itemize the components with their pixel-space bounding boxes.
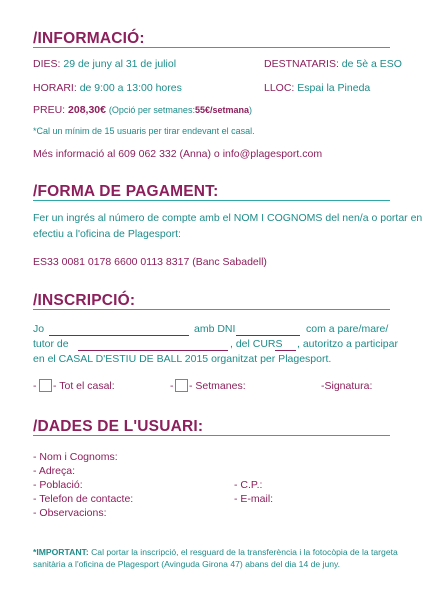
pagament-line-2: efectiu a l'oficina de Plagesport: xyxy=(33,228,181,240)
autoritzo-label: , autoritzo a participar xyxy=(297,338,398,350)
tot-casal-checkbox[interactable] xyxy=(39,379,52,392)
lloc-value: Espai la Pineda xyxy=(297,82,371,94)
inscripcio-rule xyxy=(33,309,390,310)
important-line-1 xyxy=(33,547,398,557)
dies-label: DIES: xyxy=(33,58,61,70)
com-a-label: com a pare/mare/ xyxy=(306,323,389,335)
dades-rule xyxy=(33,435,390,436)
setmanes-checkbox[interactable] xyxy=(175,379,188,392)
important-line-2: sanitària a l'oficina de Plagesport (Avinguda Girona 47) abans del dia 14 de juny. xyxy=(33,559,341,569)
dies-value: 29 de juny al 31 de juliol xyxy=(63,58,177,70)
preu-label: PREU: xyxy=(33,104,66,116)
more-info: Més informació al 609 062 332 (Anna) o info@plagesport.com xyxy=(33,148,323,160)
setmanes-label: - Setmanes: xyxy=(189,380,246,392)
horari-row xyxy=(33,82,182,94)
jo-label: Jo xyxy=(33,323,45,335)
adreca-label: - Adreça: xyxy=(33,465,76,477)
inscripcio-line-3: en el CASAL D'ESTIU DE BALL 2015 organitzat per Plagesport. xyxy=(33,353,332,365)
pagament-line-1: Fer un ingrés al número de compte amb el NOM I COGNOMS del nen/a o portar en xyxy=(33,212,423,224)
account-number: ES33 0081 0178 6600 0113 8317 (Banc Sabadell) xyxy=(33,256,267,268)
horari-value: de 9:00 a 13:00 hores xyxy=(79,82,182,94)
amb-dni-label: amb DNI xyxy=(194,323,236,335)
preu-option-pre: (Opció per setmanes: xyxy=(108,105,195,115)
setmanes-dash: - xyxy=(170,380,174,392)
child-name-field[interactable] xyxy=(78,350,228,351)
inscripcio-heading: /INSCRIPCIÓ: xyxy=(33,292,136,309)
dni-field[interactable] xyxy=(236,335,300,336)
poblacio-label: - Població: xyxy=(33,479,83,491)
name-field[interactable] xyxy=(49,335,189,336)
lloc-label: LLOC: xyxy=(264,82,295,94)
pagament-heading: /FORMA DE PAGAMENT: xyxy=(33,183,219,200)
observacions-label: - Observacions: xyxy=(33,507,107,519)
informacio-rule xyxy=(33,47,390,48)
destinataris-row xyxy=(264,58,402,70)
dades-heading: /DADES DE L'USUARI: xyxy=(33,418,204,435)
destinataris-label: DESTNATARIS: xyxy=(264,58,339,70)
informacio-heading: /INFORMACIÓ: xyxy=(33,30,145,47)
minimum-note: *Cal un mínim de 15 usuaris per tirar endevant el casal. xyxy=(33,126,255,136)
preu-value: 208,30€ xyxy=(68,104,106,116)
important-text-1: Cal portar la inscripció, el resguard de la transferència i la fotocòpia de la targeta xyxy=(91,547,398,557)
preu-row xyxy=(33,104,252,116)
important-label: *IMPORTANT: xyxy=(33,547,89,557)
tot-casal-label: - Tot el casal: xyxy=(53,380,115,392)
tutor-de-label: tutor de xyxy=(33,338,69,350)
del-curs-label: , del CURS xyxy=(230,338,283,350)
destinataris-value: de 5è a ESO xyxy=(341,58,402,70)
horari-label: HORARI: xyxy=(33,82,77,94)
lloc-row xyxy=(264,82,370,94)
signatura-label: -Signatura: xyxy=(321,380,373,392)
cp-label: - C.P.: xyxy=(234,479,263,491)
tot-casal-dash: - xyxy=(33,380,37,392)
email-label: - E-mail: xyxy=(234,493,274,505)
nom-label: - Nom i Cognoms: xyxy=(33,451,118,463)
preu-option-value: 55€/setmana xyxy=(194,105,249,115)
pagament-rule xyxy=(33,200,390,201)
preu-option-post: ) xyxy=(249,105,252,115)
telefon-label: - Telefon de contacte: xyxy=(33,493,134,505)
dies-row xyxy=(33,58,176,70)
curs-field[interactable] xyxy=(275,350,296,351)
